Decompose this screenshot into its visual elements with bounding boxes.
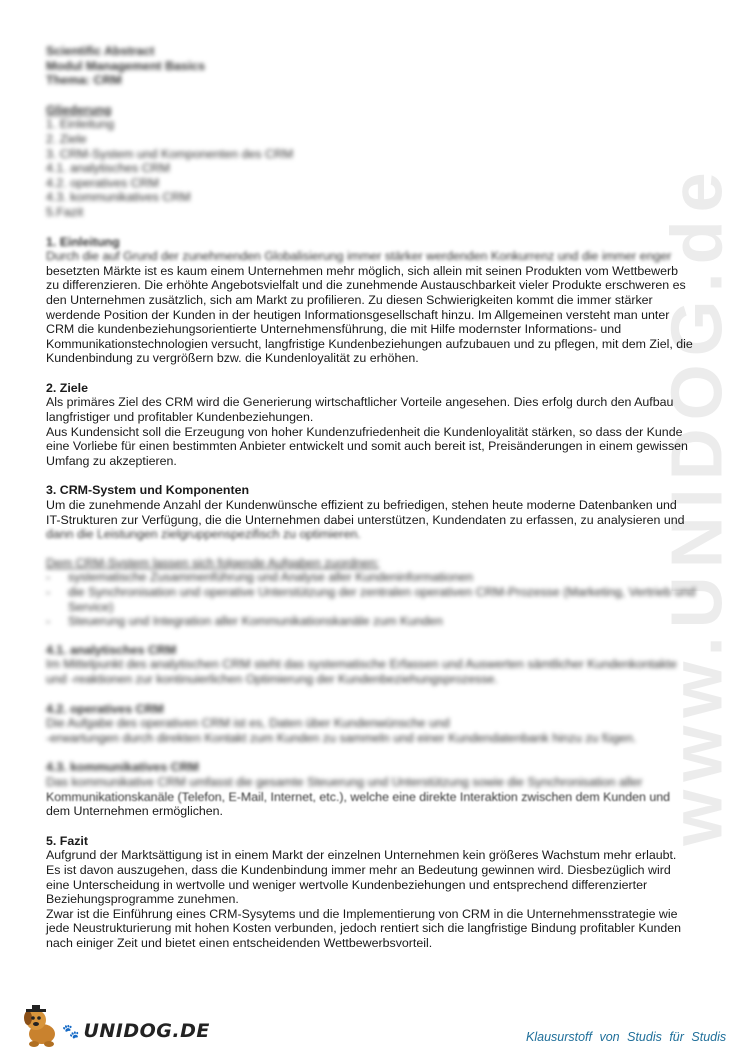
- paragraph-line: CRM die kundenbeziehungsorientierte Unternehmensführung, die mit Hilfe modernster Informations- und: [46, 322, 622, 337]
- document-header: [46, 44, 702, 88]
- section-operatives-crm: [46, 702, 702, 746]
- toc-item: 4.1. analytisches CRM: [46, 161, 170, 176]
- section-heading: 4.3. kommunikatives CRM: [46, 760, 199, 775]
- paragraph-line: und -reaktionen zur kontinuierlichen Optimierung der Kundenbeziehungsprozesse.: [46, 671, 498, 686]
- paragraph-line-blurred: Das kommunikative CRM umfasst die gesamte Steuerung und Unterstützung sowie die Synchronisation aller: [46, 774, 643, 789]
- toc-item: 4.3. kommunikatives CRM: [46, 190, 191, 205]
- footer-tagline: Klausurstoff von Studis für Studis: [526, 1030, 727, 1044]
- paragraph-line: Kommunikationskanäle (Telefon, E-Mail, Internet, etc.), welche eine direkte Interaktion zwischen dem Kunden und: [46, 789, 670, 804]
- section-kommunikatives-crm: [46, 760, 702, 818]
- logo-text: UNIDOG.DE: [83, 1020, 210, 1042]
- toc-item: 3. CRM-System und Komponenten des CRM: [46, 146, 294, 161]
- paragraph-line: Kommunikationstechnologien versucht, langfristige Kundenbeziehungen aufzubauen und zu pflegen, mit dem Ziel, die: [46, 336, 693, 351]
- toc-item: 5.Fazit: [46, 204, 84, 219]
- paragraph-line: nach einiger Zeit und bietet einen entscheidenden Wettbewerbsvorteil.: [46, 935, 433, 950]
- paragraph-line: IT-Strukturen zur Verfügung, die die Unternehmen dabei unterstützen, Kundendaten zu erfassen, zu analysieren und: [46, 512, 685, 527]
- document-body: [46, 44, 702, 950]
- header-line: Modul Management Basics: [46, 58, 206, 73]
- list-item: - Steuerung und Integration aller Kommunikationskanäle zum Kunden: [68, 614, 702, 629]
- section-heading: 4.1. analytisches CRM: [46, 642, 177, 657]
- paragraph-line: Es ist davon auszugehen, dass die Kundenbindung immer mehr an Bedeutung gewinnen wird. Diesbezüglich wird: [46, 862, 671, 877]
- paw-icon: 🐾: [62, 1023, 80, 1039]
- paragraph-line: dem Unternehmen ermöglichen.: [46, 804, 224, 819]
- paragraph-line-blurred: Durch die auf Grund der zunehmenden Globalisierung immer stärker werdenden Konkurrenz und die immer enger: [46, 249, 672, 264]
- toc-item: 1. Einleitung: [46, 117, 115, 132]
- paragraph-line: Um die zunehmende Anzahl der Kundenwünsche effizient zu befriedigen, stehen heute moderne Datenbanken und: [46, 498, 677, 513]
- section-ziele: [46, 381, 702, 469]
- section-heading: 5. Fazit: [46, 833, 88, 848]
- section-analytisches-crm: [46, 643, 702, 687]
- toc-item: 2. Ziele: [46, 131, 87, 146]
- paragraph-line: den Unternehmen zusätzlich, sich am Markt zu profilieren. Zu diesen Schwierigkeiten kommt die immer stärker: [46, 292, 653, 307]
- paragraph-line: eine Vorliebe für einen bestimmten Anbieter entwickelt und somit auch bereit ist, Preisänderungen in einem gewissen: [46, 439, 688, 454]
- paragraph-line: werdende Position der Kunden in der heutigen Informationsgesellschaft hinzu. Im Allgemeinen versteht man unter: [46, 307, 670, 322]
- paragraph-line: -erwartungen durch direkten Kontakt zum Kunden zu sammeln und einer Kundendatenbank hinzu zu fügen.: [46, 730, 637, 745]
- header-line: Thema: CRM: [46, 73, 122, 88]
- table-of-contents: [46, 103, 702, 220]
- paragraph-line: Zwar ist die Einführung eines CRM-Sysytems und die Implementierung von CRM in die Unternehmensstrategie wie: [46, 906, 678, 921]
- paragraph-line: zu differenzieren. Die erhöhte Angebotsvielfalt und die zunehmende Austauschbarkeit vieler Produkte erschweren es: [46, 278, 686, 293]
- paragraph-line: Die Aufgabe des operativen CRM ist es, Daten über Kundenwünsche und: [46, 716, 450, 731]
- paragraph-line: Als primäres Ziel des CRM wird die Generierung wirtschaftlicher Vorteile angesehen. Dies erfolg durch den Aufbau: [46, 395, 674, 410]
- paragraph-line: jede Neustrukturierung mit hohen Kosten verbunden, jedoch rentiert sich die langfristige Bindung profitabler Kunden: [46, 921, 682, 936]
- paragraph-line: Im Mittelpunkt des analytischen CRM steht das systematische Erfassen und Auswerten sämtlicher Kundenkontakte: [46, 657, 677, 672]
- unidog-logo: [22, 1004, 210, 1048]
- dog-mascot-icon: [22, 1004, 60, 1048]
- paragraph-line: Kundenbindung zu vergrößern bzw. die Kundenloyalität zu erhöhen.: [46, 351, 419, 366]
- toc-item: 4.2. operatives CRM: [46, 175, 159, 190]
- paragraph-line: Aufgrund der Marktsättigung ist in einem Markt der einzelnen Unternehmen kein größeres Wachstum mehr erlaubt.: [46, 848, 677, 863]
- section-heading: 2. Ziele: [46, 380, 89, 395]
- section-heading: 3. CRM-System und Komponenten: [46, 483, 250, 498]
- list-intro: Dem CRM-System lassen sich folgende Aufgaben zuordnen:: [46, 555, 380, 570]
- list-item: - die Synchronisation und operative Unterstützung der zentralen operativen CRM-Prozesse (Marketing, Vertrieb und Service): [68, 585, 702, 614]
- section-einleitung: [46, 235, 702, 366]
- section-heading: 4.2. operatives CRM: [46, 701, 164, 716]
- paragraph-line: besetzten Märkte ist es kaum einem Unternehmen mehr möglich, sich allein mit seinen Produkten vom Wettbewerb: [46, 263, 678, 278]
- section-crm-system: [46, 483, 702, 628]
- paragraph-line: Aus Kundensicht soll die Erzeugung von hoher Kundenzufriedenheit die Kundenloyalität stärken, so dass der Kunde: [46, 424, 683, 439]
- section-fazit: [46, 834, 702, 951]
- header-line: Scientific Abstract: [46, 44, 155, 58]
- paragraph-line: Beziehungsprogramme zunehmen.: [46, 892, 239, 907]
- watermark-text: www.UNIDOG.de: [658, 164, 738, 846]
- section-heading: 1. Einleitung: [46, 234, 120, 249]
- toc-title: Gliederung: [46, 102, 112, 117]
- paragraph-line-blurred: dann die Leistungen zielgruppenspezifisch zu optimieren.: [46, 527, 361, 542]
- list-item: - systematische Zusammenführung und Analyse aller Kundeninformationen: [68, 570, 702, 585]
- task-list: [46, 556, 702, 629]
- paragraph-line: langfristiger und profitabler Kundenbeziehungen.: [46, 410, 314, 425]
- paragraph-line: eine Unterscheidung in wertvolle und weniger wertvolle Kundenbeziehungen und entsprechend differenzierter: [46, 877, 648, 892]
- paragraph-line: Umfang zu akzeptieren.: [46, 453, 177, 468]
